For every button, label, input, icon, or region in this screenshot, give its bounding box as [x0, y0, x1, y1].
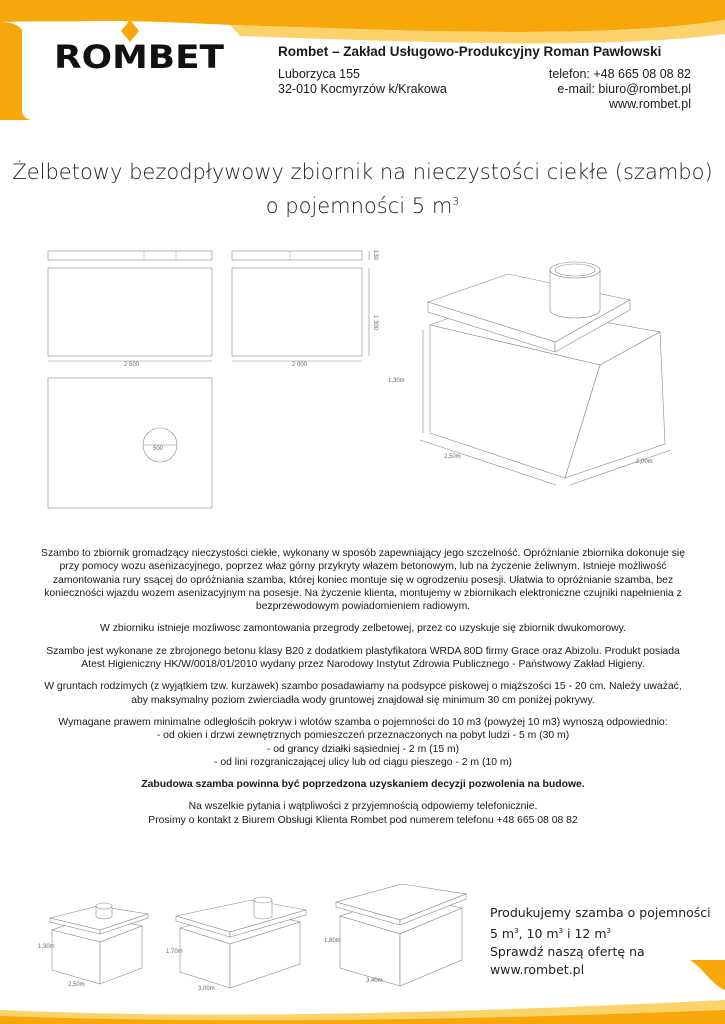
tank-large [336, 884, 466, 986]
company-name: Rombet – Zakład Usługowo-Produkcyjny Roman Pawłowski [278, 44, 662, 59]
page-title-line1: Żelbetowy bezodpływowy zbiornik na nieczystości ciekłe (szambo) [12, 160, 713, 184]
tank-small [50, 903, 148, 984]
promo-sup: 3 [606, 927, 612, 935]
iso-dim-width: 2,00m [636, 459, 653, 465]
page-title-line2 [0, 194, 725, 218]
dim-depth: 2 000 [292, 362, 308, 368]
tank-medium [176, 897, 306, 988]
dim-width: 2 500 [124, 362, 140, 368]
contact-paragraph [36, 800, 690, 827]
tank3-height: 1,80m [324, 938, 341, 944]
tank-variants [30, 878, 485, 994]
promo-cap-10: , 10 m [518, 926, 559, 942]
desc-paragraph-2: W zbiorniku istnieje mozliwosc zamontowania przegrody zelbetowej, przez co uzyskuje się zbiornik dwukomorowy. [100, 623, 626, 635]
promo-website-link[interactable]: www.rombet.pl [490, 962, 585, 978]
promo-block [490, 904, 711, 979]
distances-intro: Wymagane prawem minimalne odległościh pokryw i wlotów szamba o pojemności do 10 m3 (powyżej 10 m3) wynoszą odpowiednio: [58, 716, 668, 728]
contact-line1: Na wszelkie pytania i wątpliwości z przyjemnością odpowiemy telefonicznie. [188, 801, 538, 813]
logo-wordmark: ROMBET [54, 38, 225, 76]
iso-dim-length: 2,50m [444, 454, 461, 460]
address-line2: 32-010 Kocmyrzów k/Krakowa [278, 82, 447, 96]
technical-drawing [40, 240, 700, 510]
desc-paragraph-5 [36, 716, 690, 769]
dim-lid: 130 [372, 250, 378, 261]
dim-height: 1 300 [372, 315, 378, 331]
side-body [232, 268, 362, 356]
promo-line3: Sprawdź naszą ofertę na [490, 944, 645, 960]
description [36, 547, 690, 836]
phone-number: telefon: +48 665 08 08 82 [548, 67, 691, 81]
promo-cap-12: i 12 m [563, 926, 607, 942]
promo-cap-5: 5 m [490, 926, 515, 942]
distance-item: - od lini rozgraniczającej ulicy lub od ciągu pieszego - 2 m (10 m) [213, 756, 512, 768]
permit-notice: Zabudowa szamba powinna być poprzedzona uzyskaniem decyzji pozwolenia na budowe. [141, 779, 585, 791]
side-lid [232, 251, 362, 260]
distance-item: - od grancy działki sąsiedniej - 2 m (15 m) [266, 743, 460, 755]
title-superscript: 3 [452, 195, 460, 208]
contact-line2: Prosimy o kontakt z Biurem Obsługi Klienta Rombet pod numerem telefonu +48 665 08 08 82 [148, 814, 578, 826]
rombet-logo [48, 18, 238, 80]
front-body [48, 268, 212, 356]
tank2-height: 1,70m [166, 949, 183, 955]
address-line1: Luborzyca 155 [278, 67, 361, 81]
tank3-length: 3,40m [366, 978, 383, 984]
top-view [48, 378, 212, 508]
distance-item: - od okien i drzwi zewnętrznych pomieszczeń przeznaczonych na pobyt ludzi - 5 m (30 m) [156, 730, 570, 742]
desc-paragraph-1: Szambo to zbiornik gromadzący nieczystości ciekłe, wykonany w sposób zapewniający jego szczelność. Opróżnianie zbiornika dokonuje się przy pomocy wozu asenizacyjnego, poprzez właz górny przykryty włazem betonowym, lub na życzenie żeliwnym. Istnieje możliwość zamontowania rury ssącej do opróżniania szamba, której koniec montuje się w ogrodzeniu posesji. Ułatwia to opróżnianie szamba, bez konieczności wjazdu wozem asenizacyjnym na posesje. Na życzenie klienta, montujemy w zbiornikach elektroniczne czujniki napełnienia z bezprzewodowym powiadomieniem radiowym. [41, 548, 685, 613]
desc-paragraph-3: Szambo jest wykonane ze zbrojonego betonu klasy B20 z dodatkiem plastyfikatora WRDA 80D firmy Grace oraz Abizolu. Produkt posiada Atest Higieniczny HK/W/0018/01/2010 wydany przez Narodowy Instytut Zdrowia Publicznego - Państwowy Zakład Higieny. [46, 645, 680, 671]
promo-line2 [490, 922, 711, 943]
promo-line1: Produkujemy szamba o pojemności [490, 905, 711, 920]
tank2-length: 3,00m [198, 986, 215, 992]
front-lid [48, 251, 212, 260]
iso-dim-height: 1,30m [388, 378, 405, 384]
website-link[interactable]: www.rombet.pl [609, 97, 691, 111]
title-capacity: o pojemności 5 m [265, 194, 453, 218]
dim-hatch: 500 [153, 446, 164, 452]
tank1-height: 1,30m [38, 944, 55, 950]
promo-sup: 3 [558, 927, 564, 935]
tank1-length: 2,50m [68, 982, 85, 988]
desc-paragraph-4: W gruntach rodzimych (z wyjątkiem tzw. kurzawek) szambo posadawiamy na podsypce piskowej o miąższości 15 - 20 cm. Należy uważać, aby maksymalny poziom zwierciadła wody gruntowej znajdował się minimum 30 cm poniżej pokrywy. [44, 681, 682, 706]
email-address: e-mail: biuro@rombet.pl [557, 82, 691, 96]
promo-sup: 3 [514, 927, 519, 935]
